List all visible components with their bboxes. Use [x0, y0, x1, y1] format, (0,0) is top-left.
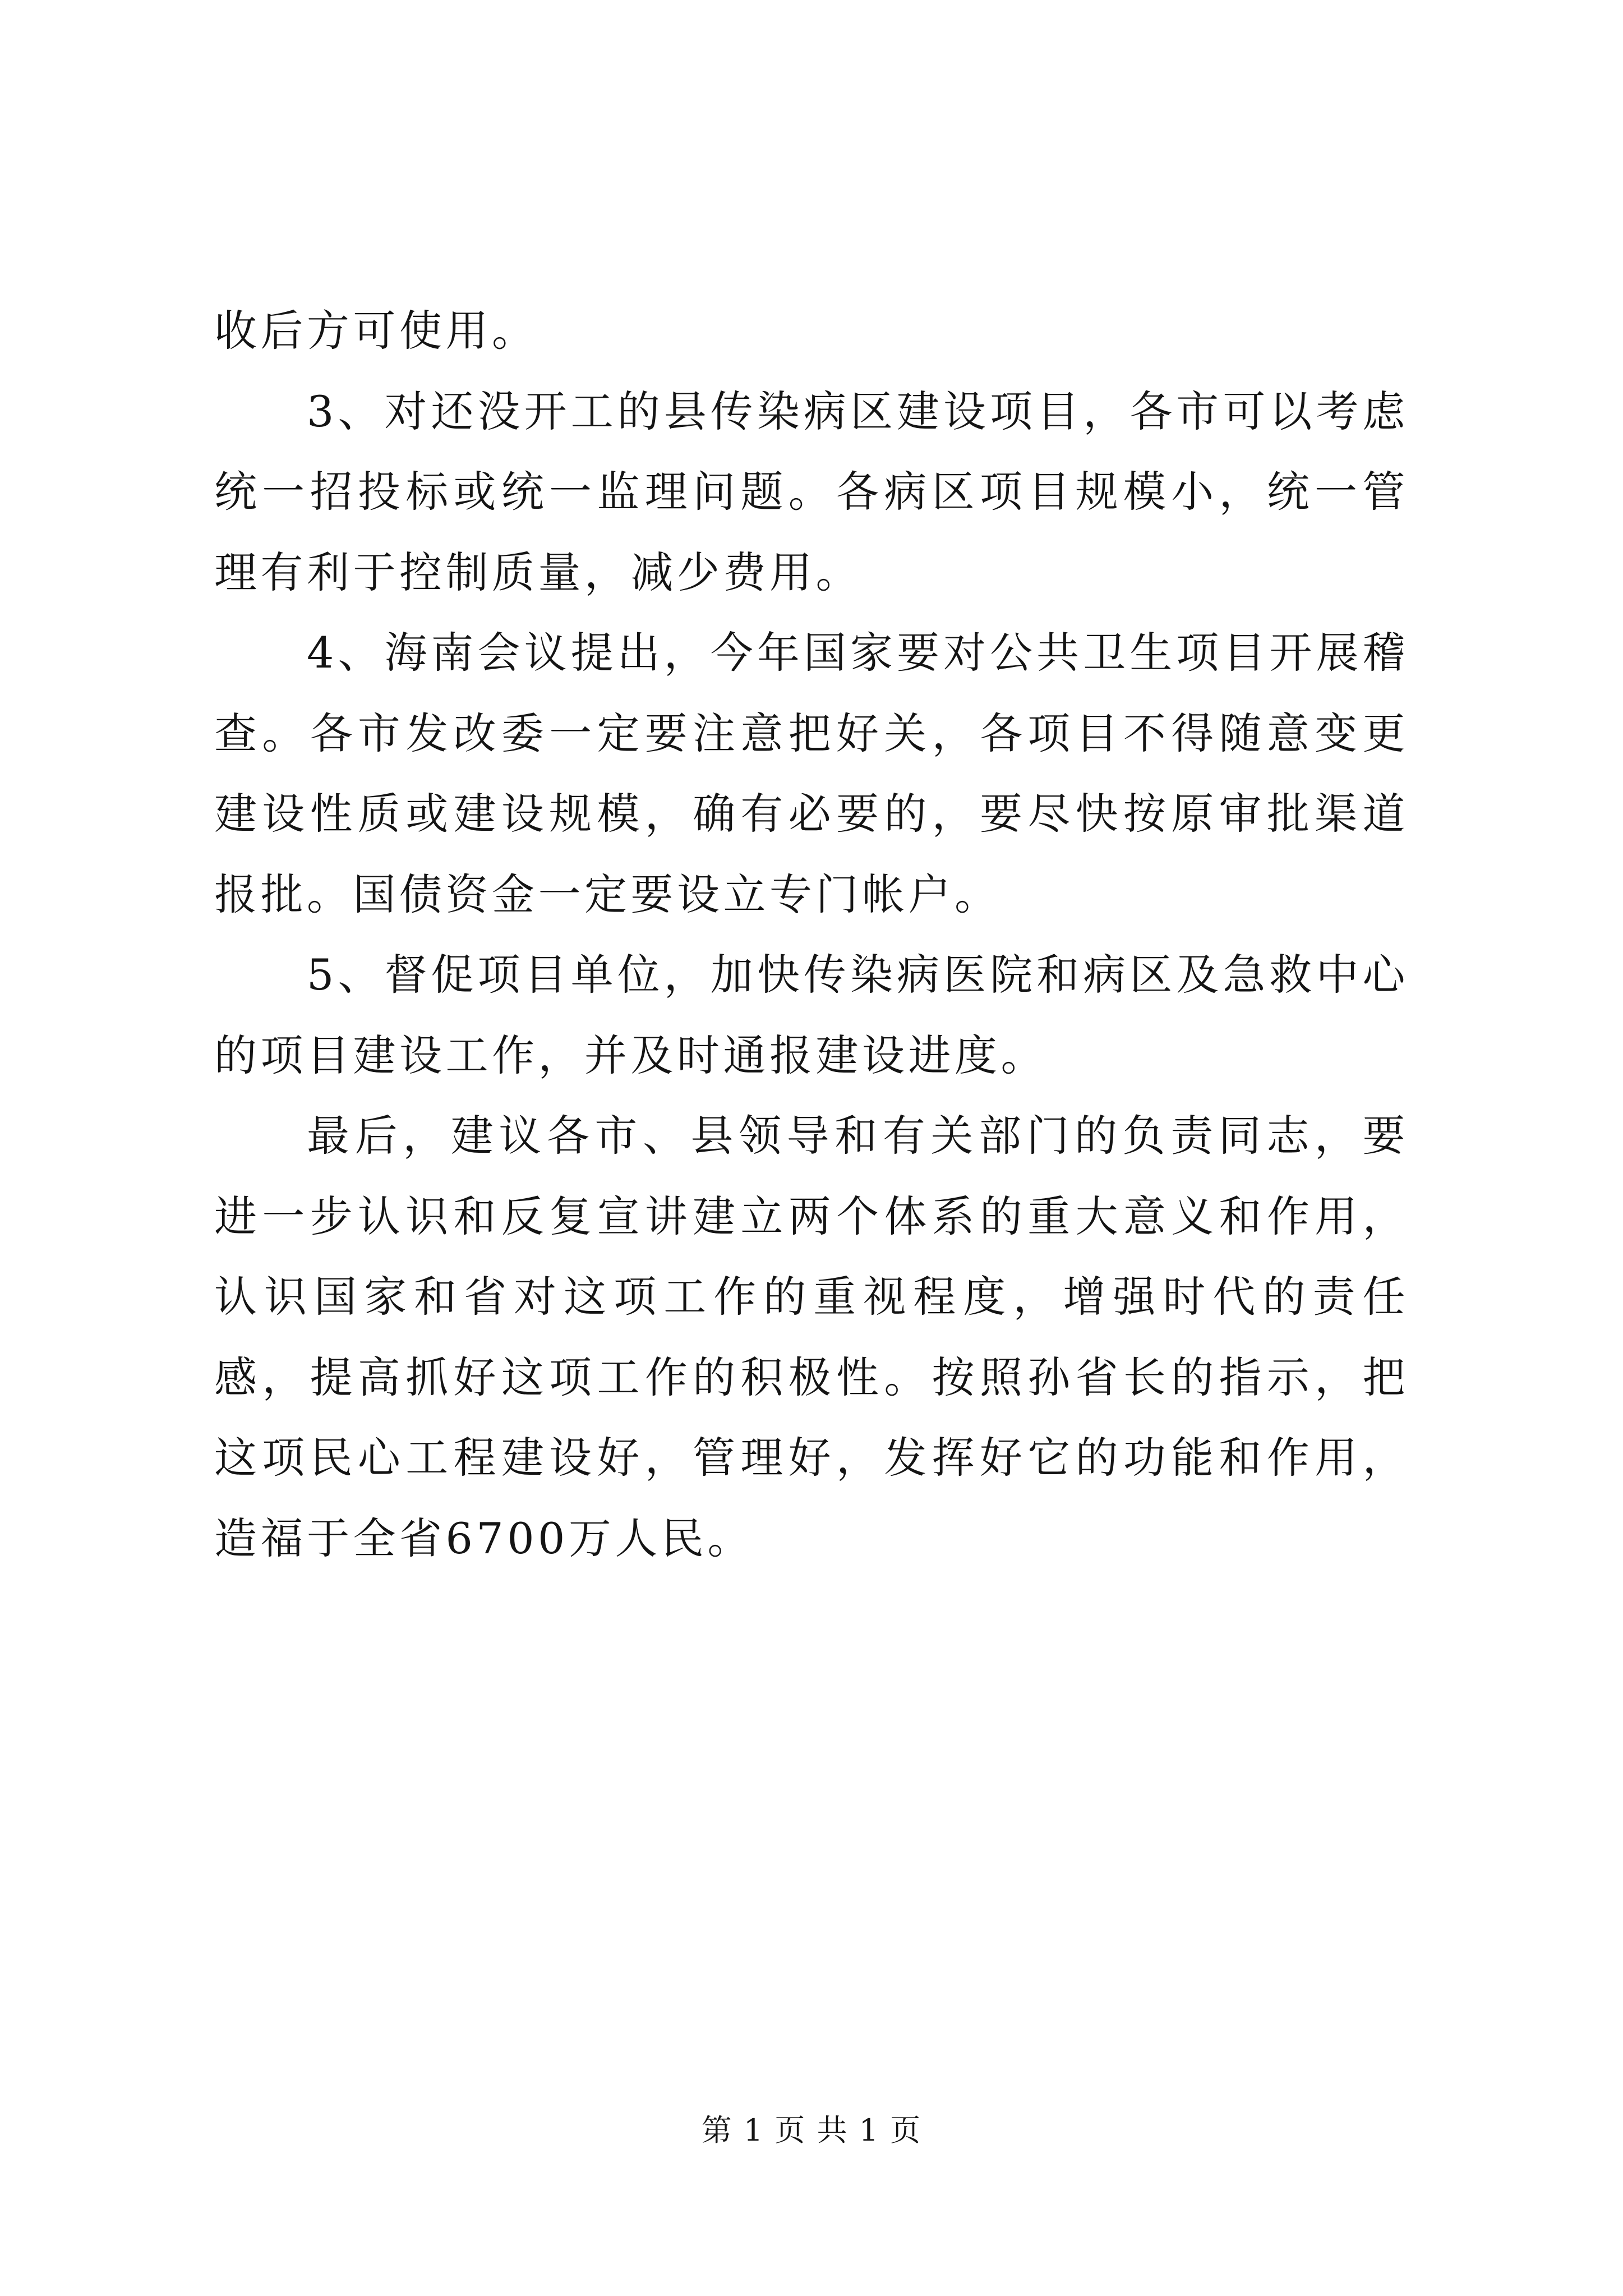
paragraph-item-5: 5、督促项目单位，加快传染病医院和病区及急救中心的项目建设工作，并及时通报建设进度。	[214, 950, 1409, 1080]
paragraph-item-4: 4、海南会议提出，今年国家要对公共卫生项目开展稽查。各市发改委一定要注意把好关，各项目不得随意变更建设性质或建设规模，确有必要的，要尽快按原审批渠道报批。国债资金一定要设立专门帐户。	[214, 628, 1409, 919]
document-body	[214, 291, 1409, 1579]
page-number-footer: 第 1 页 共 1 页	[701, 2113, 922, 2148]
paragraph-item-3: 3、对还没开工的县传染病区建设项目，各市可以考虑统一招投标或统一监理问题。各病区项目规模小，统一管理有利于控制质量，减少费用。	[214, 386, 1409, 597]
paragraph-continuation: 收后方可使用。	[214, 306, 538, 356]
paragraph-conclusion: 最后，建议各市、县领导和有关部门的负责同志，要进一步认识和反复宣讲建立两个体系的重大意义和作用，认识国家和省对这项工作的重视程度，增强时代的责任感，提高抓好这项工作的积极性。按照孙省长的指示，把这项民心工程建设好，管理好，发挥好它的功能和作用，造福于全省6700万人民。	[214, 1111, 1409, 1563]
